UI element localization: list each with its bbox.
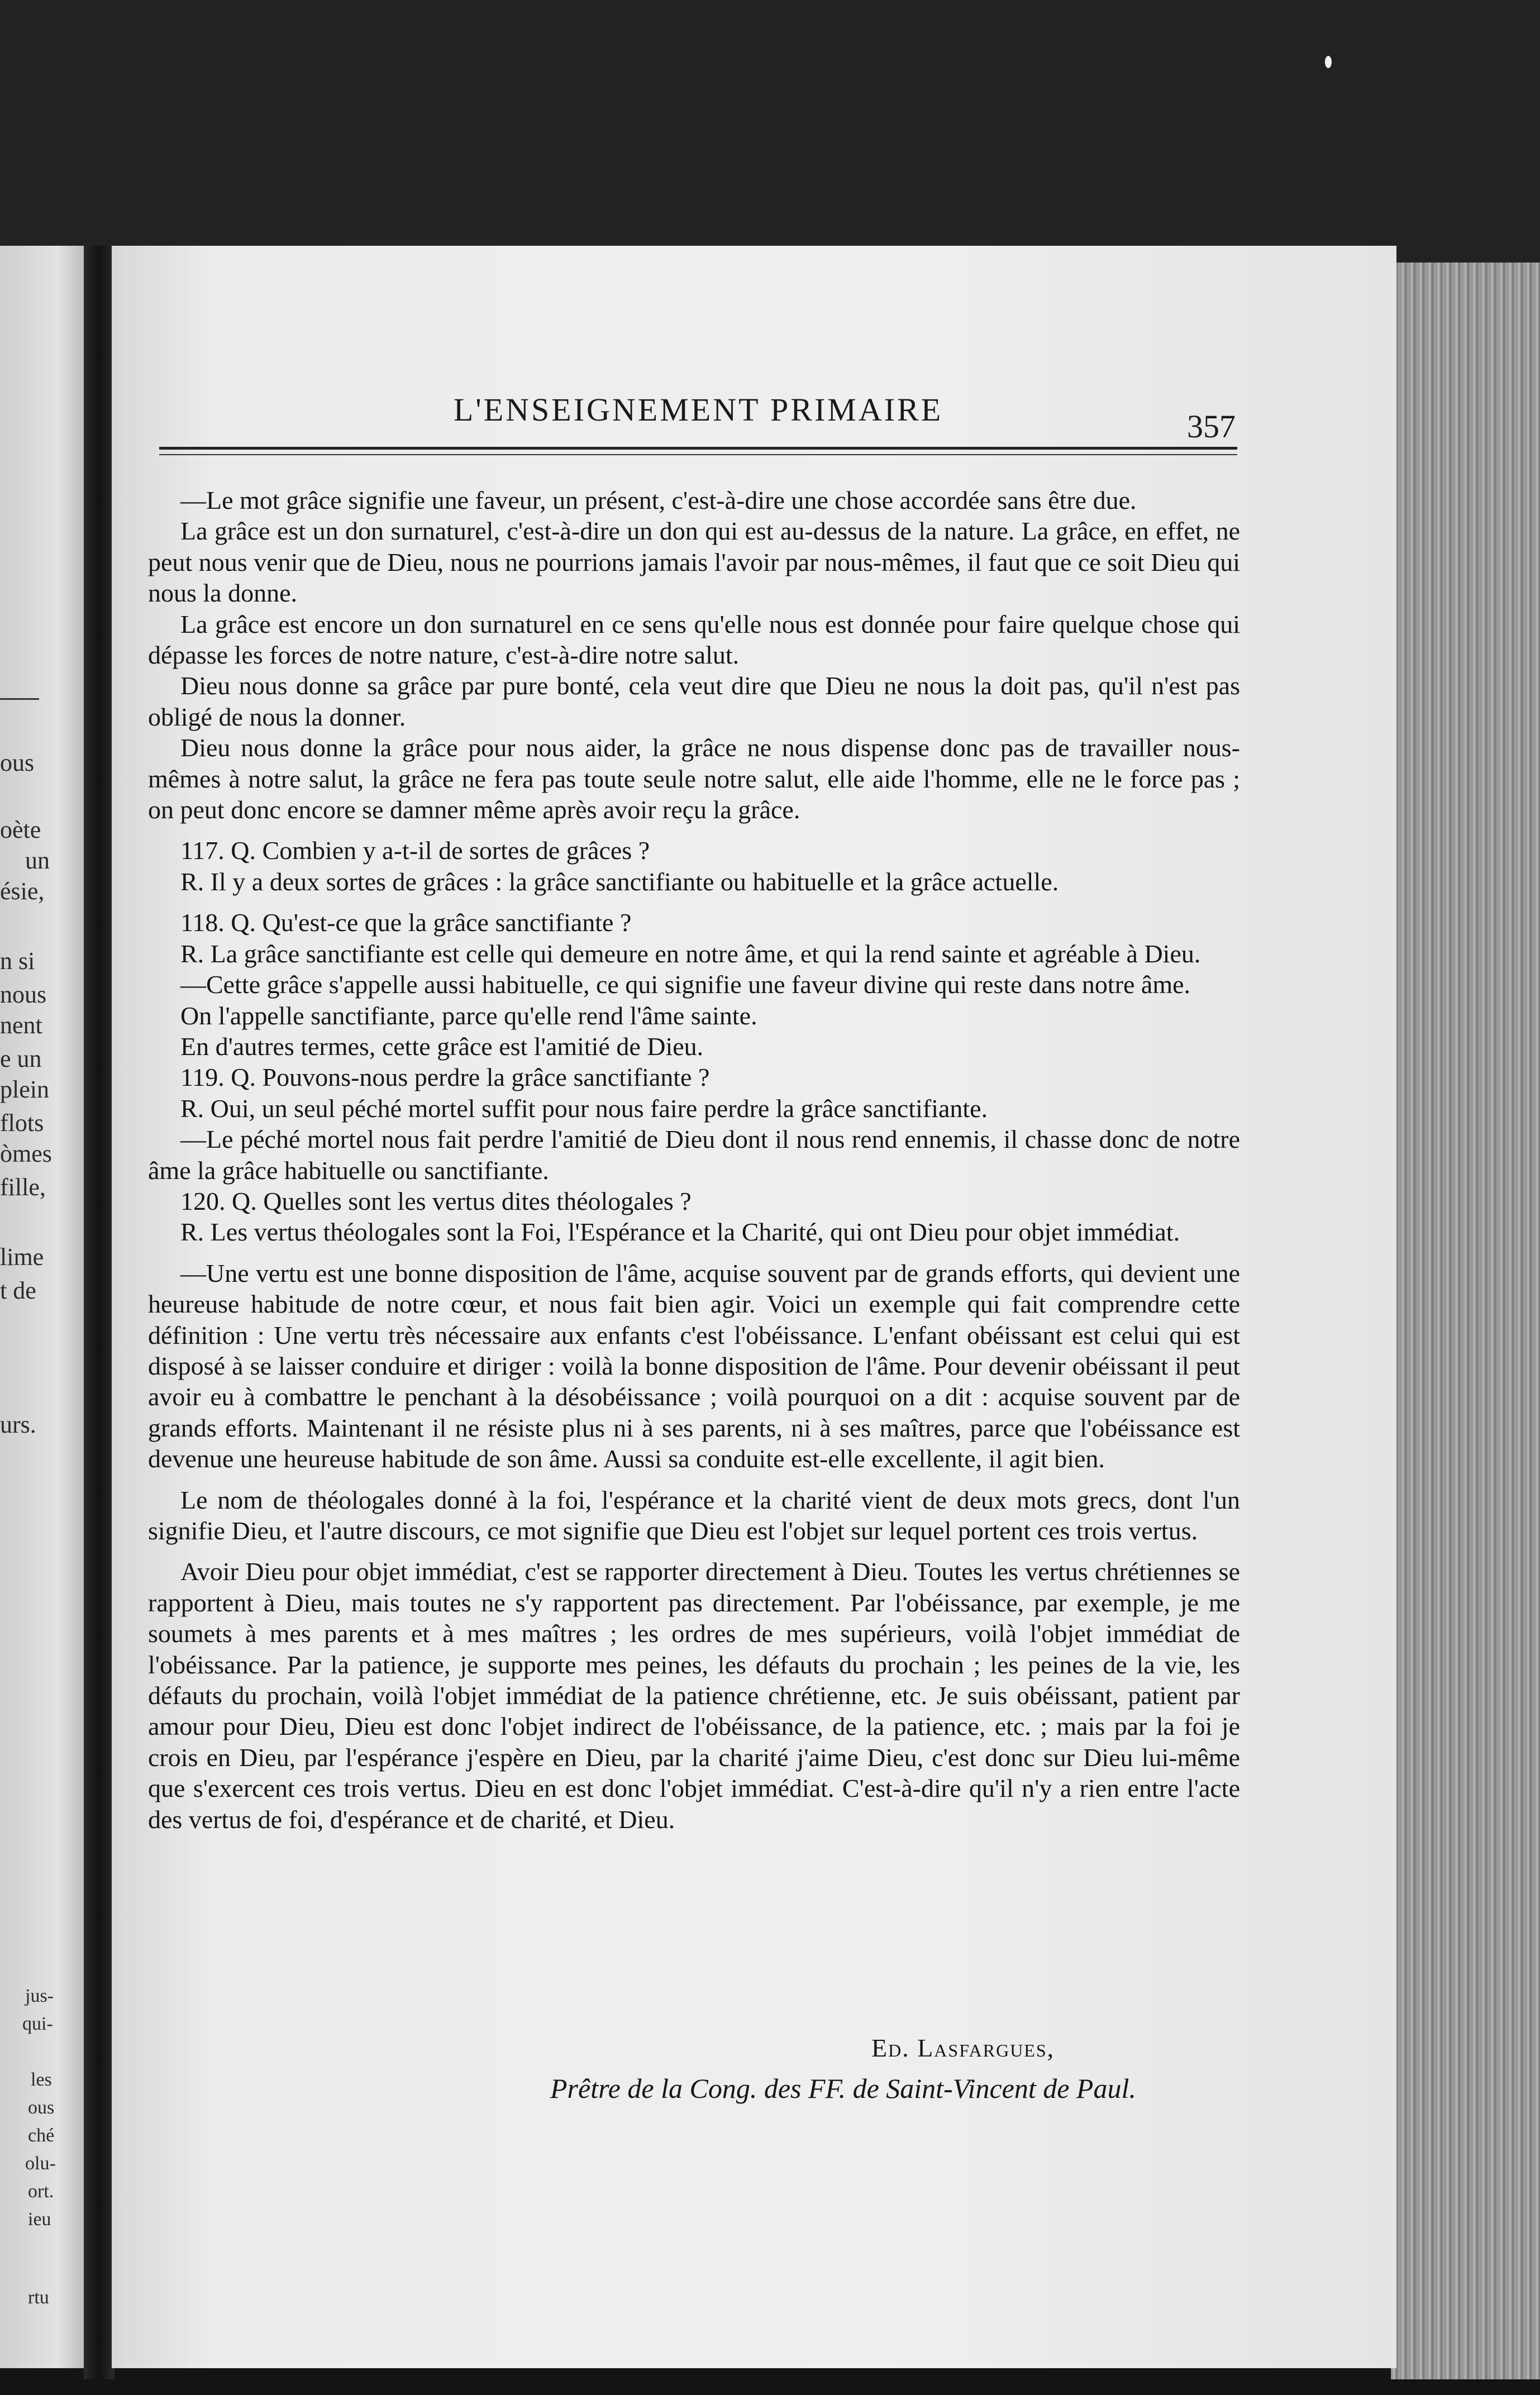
paragraph: En d'autres termes, cette grâce est l'amitié de Dieu. bbox=[180, 1032, 704, 1061]
left-page-fragment: un bbox=[25, 847, 50, 874]
left-page-fragment: olu- bbox=[25, 2153, 56, 2174]
answer: R. Les vertus théologales sont la Foi, l'Espérance et la Charité, qui ont Dieu pour objet immédiat. bbox=[180, 1218, 1180, 1247]
paragraph: Le nom de théologales donné à la foi, l'espérance et la charité vient de deux mots grecs, dont l'un signifie Dieu, et l'autre discours, ce mot signifie que Dieu est l'objet sur lequel portent ces trois vertus. bbox=[148, 1485, 1240, 1545]
paragraph: —Le péché mortel nous fait perdre l'amitié de Dieu dont il nous rend ennemis, il chasse donc de notre âme la grâce habituelle ou sanctifiante. bbox=[148, 1125, 1240, 1185]
left-page-fragment: urs. bbox=[0, 1411, 36, 1438]
left-page-fragment: ous bbox=[28, 2097, 55, 2118]
left-page-fragment: ous bbox=[0, 749, 35, 776]
question: 119. Q. Pouvons-nous perdre la grâce sanctifiante ? bbox=[180, 1063, 710, 1092]
left-page-fragment: plein bbox=[0, 1076, 49, 1103]
book-gutter bbox=[84, 246, 115, 2379]
left-page-fragment: nent bbox=[0, 1012, 42, 1039]
left-page-fragment: e un bbox=[0, 1045, 42, 1072]
left-page-fragment: t de bbox=[0, 1277, 36, 1304]
left-page-fragment: ieu bbox=[28, 2209, 51, 2230]
left-page-fragment: les bbox=[31, 2069, 52, 2090]
header-rule-thin bbox=[159, 454, 1237, 455]
left-page-fragment: òmes bbox=[0, 1140, 52, 1167]
signature-title: Prêtre de la Cong. des FF. de Saint-Vincent de Paul. bbox=[550, 2073, 1136, 2104]
left-page-fragment: jus- bbox=[25, 1986, 54, 2006]
paragraph: Dieu nous donne la grâce pour nous aider, la grâce ne nous dispense donc pas de travailler nous-mêmes à notre salut, la grâce ne fera pas toute seule notre salut, elle aide l'homme, elle ne le force pas ; on peut donc encore se damner même après avoir reçu la grâce. bbox=[148, 733, 1240, 824]
left-page-fragment: ort. bbox=[28, 2181, 54, 2202]
page-edge-stack bbox=[1391, 263, 1540, 2379]
paragraph: —Une vertu est une bonne disposition de l'âme, acquise souvent par de grands efforts, qui devient une heureuse habitude de notre cœur, et nous fait bien agir. Voici un exemple qui fait comprendre cette définition : Une vertu très nécessaire aux enfants c'est l'obéissance. L'enfant obéissant est celui qui est disposé à se laisser conduire et diriger : voilà la bonne disposition de l'âme. Pour devenir obéissant il peut avoir eu à combattre le penchant à la désobéissance ; voilà pourquoi on a dit : acquise souvent par de grands efforts. Maintenant il ne résiste plus ni à ses parents, ni à ses maîtres, parce que l'obéissance est devenue une heureuse habitude de son âme. Aussi sa conduite est-elle excellente, il agit bien. bbox=[148, 1258, 1240, 1473]
answer: R. La grâce sanctifiante est celle qui demeure en notre âme, et qui la rend sainte et agréable à Dieu. bbox=[180, 939, 1201, 968]
paragraph: La grâce est encore un don surnaturel en ce sens qu'elle nous est donnée pour faire quelque chose qui dépasse les forces de notre nature, c'est-à-dire notre salut. bbox=[148, 609, 1240, 670]
left-page-fragment: flots bbox=[0, 1109, 44, 1137]
left-page-rule bbox=[0, 698, 39, 700]
left-page-fragment: nous bbox=[0, 981, 47, 1008]
question: 117. Q. Combien y a-t-il de sortes de grâces ? bbox=[180, 836, 650, 865]
left-page-fragment: n si bbox=[0, 947, 35, 975]
paragraph: Dieu nous donne sa grâce par pure bonté, cela veut dire que Dieu ne nous la doit pas, qu'il n'est pas obligé de nous la donner. bbox=[148, 671, 1240, 731]
left-page-fragment: qui- bbox=[22, 2014, 53, 2034]
paragraph: —Le mot grâce signifie une faveur, un présent, c'est-à-dire une chose accordée sans être due. bbox=[180, 486, 1137, 514]
running-header-title: L'ENSEIGNEMENT PRIMAIRE bbox=[453, 392, 943, 428]
left-page-fragment: rtu bbox=[28, 2287, 49, 2308]
left-page-edge bbox=[0, 246, 84, 2368]
paragraph: La grâce est un don surnaturel, c'est-à-dire un don qui est au-dessus de la nature. La grâce, en effet, ne peut nous venir que de Dieu, nous ne pourrions jamais l'avoir par nous-mêmes, il faut que ce soit Dieu qui nous la donne. bbox=[148, 517, 1240, 608]
paragraph: On l'appelle sanctifiante, parce qu'elle rend l'âme sainte. bbox=[180, 1001, 757, 1030]
left-page-fragment: ésie, bbox=[0, 877, 45, 905]
header-rule bbox=[159, 447, 1237, 450]
answer: R. Il y a deux sortes de grâces : la grâce sanctifiante ou habituelle et la grâce actuelle. bbox=[180, 867, 1059, 896]
paragraph: —Cette grâce s'appelle aussi habituelle, ce qui signifie une faveur divine qui reste dans notre âme. bbox=[180, 970, 1191, 999]
left-page-fragment: ché bbox=[28, 2125, 55, 2146]
question: 120. Q. Quelles sont les vertus dites théologales ? bbox=[180, 1186, 692, 1215]
left-page-fragment: fille, bbox=[0, 1173, 46, 1201]
page-number: 357 bbox=[1187, 408, 1236, 445]
speck-mark bbox=[1325, 56, 1332, 68]
left-page-fragment: oète bbox=[0, 816, 41, 843]
answer: R. Oui, un seul péché mortel suffit pour nous faire perdre la grâce sanctifiante. bbox=[180, 1094, 988, 1123]
paragraph: Avoir Dieu pour objet immédiat, c'est se rapporter directement à Dieu. Toutes les vertus chrétiennes se rapportent à Dieu, mais toutes ne s'y rapportent pas directement. Par l'obéissance, par exemple, je me soumets à mes parents et à mes maîtres ; les ordres de mes supérieurs, voilà l'objet immédiat de l'obéissance. Par la patience, je supporte mes peines, les défauts du prochain ; les peines de la vie, les défauts du prochain, voilà l'objet immédiat de la patience chrétienne, etc. Je suis obéissant, patient par amour pour Dieu, Dieu est donc l'objet indirect de l'obéissance, de la patience, etc. ; mais par la foi je crois en Dieu, par l'espérance j'espère en Dieu, par la charité j'aime Dieu, c'est donc sur Dieu lui-même que s'exercent ces trois vertus. Dieu en est donc l'objet immédiat. C'est-à-dire qu'il n'y a rien entre l'acte des vertus de foi, d'espérance et de charité, et Dieu. bbox=[148, 1557, 1240, 1834]
article-body bbox=[148, 485, 1240, 1835]
question: 118. Q. Qu'est-ce que la grâce sanctifiante ? bbox=[180, 908, 632, 937]
signature-name: Ed. Lasfargues, bbox=[871, 2034, 1055, 2062]
left-page-fragment: lime bbox=[0, 1243, 44, 1271]
